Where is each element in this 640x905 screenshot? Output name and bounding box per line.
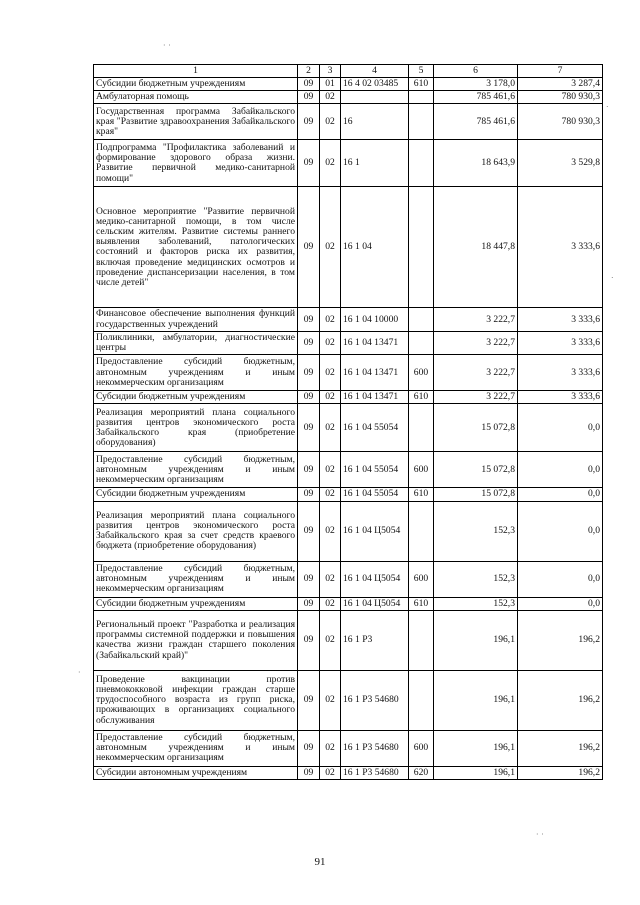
row-section: 09 — [298, 766, 320, 779]
row-expense-type: 610 — [409, 78, 434, 91]
col-header-2: 2 — [298, 65, 320, 78]
col-header-6: 6 — [434, 65, 518, 78]
row-section: 09 — [298, 488, 320, 501]
row-subsection: 02 — [320, 730, 341, 766]
row-target-article: 16 1 04 13471 — [341, 391, 409, 404]
row-name: Государственная программа Забайкальского края "Развитие здравоохранения Забайкальского края" — [94, 104, 298, 140]
table-row — [94, 670, 603, 730]
row-target-article: 16 1 P3 54680 — [341, 670, 409, 730]
table-row — [94, 91, 603, 104]
row-name: Реализация мероприятий плана социального развития центров экономического роста Забайкальского края за счет средств краевого бюджета (приобретение оборудования) — [94, 501, 298, 561]
row-section: 09 — [298, 308, 320, 331]
row-expense-type — [409, 670, 434, 730]
row-amount-year-1: 3 222,7 — [434, 308, 518, 331]
col-header-7: 7 — [518, 65, 603, 78]
row-subsection: 01 — [320, 78, 341, 91]
table-row — [94, 391, 603, 404]
col-header-5: 5 — [409, 65, 434, 78]
row-expense-type — [409, 308, 434, 331]
row-amount-year-1: 3 222,7 — [434, 391, 518, 404]
row-name: Поликлиники, амбулатории, диагностические центры — [94, 331, 298, 354]
row-expense-type — [409, 187, 434, 308]
page-number: 91 — [314, 856, 326, 868]
row-amount-year-2: 3 333,6 — [518, 308, 603, 331]
budget-table — [93, 64, 603, 780]
row-amount-year-1: 152,3 — [434, 501, 518, 561]
row-amount-year-2: 196,2 — [518, 766, 603, 779]
row-amount-year-1: 152,3 — [434, 597, 518, 610]
scan-speck: · — [78, 668, 81, 677]
row-amount-year-1: 785 461,6 — [434, 104, 518, 140]
table-row — [94, 331, 603, 354]
row-amount-year-2: 0,0 — [518, 501, 603, 561]
row-subsection: 02 — [320, 452, 341, 488]
row-amount-year-2: 0,0 — [518, 404, 603, 452]
row-name: Субсидии бюджетным учреждениям — [94, 488, 298, 501]
row-amount-year-1: 785 461,6 — [434, 91, 518, 104]
row-expense-type: 600 — [409, 452, 434, 488]
row-amount-year-2: 780 930,3 — [518, 91, 603, 104]
row-target-article: 16 1 P3 54680 — [341, 730, 409, 766]
row-subsection: 02 — [320, 104, 341, 140]
table-row — [94, 404, 603, 452]
col-header-4: 4 — [341, 65, 409, 78]
row-section: 09 — [298, 78, 320, 91]
header-row — [94, 65, 603, 78]
row-amount-year-1: 3 222,7 — [434, 355, 518, 391]
row-name: Субсидии автономным учреждениям — [94, 766, 298, 779]
table-row — [94, 452, 603, 488]
col-header-3: 3 — [320, 65, 341, 78]
row-section: 09 — [298, 561, 320, 597]
row-amount-year-2: 0,0 — [518, 488, 603, 501]
row-subsection: 02 — [320, 391, 341, 404]
row-amount-year-1: 196,1 — [434, 766, 518, 779]
row-section: 09 — [298, 140, 320, 187]
row-name: Амбулаторная помощь — [94, 91, 298, 104]
table-row — [94, 610, 603, 670]
row-amount-year-2: 196,2 — [518, 670, 603, 730]
row-subsection: 02 — [320, 187, 341, 308]
row-name: Предоставление субсидий бюджетным, автономным учреждениям и иным некоммерческим организациям — [94, 452, 298, 488]
row-target-article: 16 1 04 13471 — [341, 355, 409, 391]
row-amount-year-1: 15 072,8 — [434, 404, 518, 452]
row-amount-year-2: 780 930,3 — [518, 104, 603, 140]
row-subsection: 02 — [320, 404, 341, 452]
row-amount-year-1: 196,1 — [434, 610, 518, 670]
table-row — [94, 501, 603, 561]
row-section: 09 — [298, 331, 320, 354]
row-name: Предоставление субсидий бюджетным, автономным учреждениям и иным некоммерческим организациям — [94, 355, 298, 391]
row-expense-type: 620 — [409, 766, 434, 779]
scan-speck: . — [606, 100, 609, 109]
row-section: 09 — [298, 597, 320, 610]
row-section: 09 — [298, 187, 320, 308]
row-expense-type: 600 — [409, 355, 434, 391]
row-target-article: 16 1 04 13471 — [341, 331, 409, 354]
row-target-article: 16 1 P3 — [341, 610, 409, 670]
table-row — [94, 78, 603, 91]
row-name: Проведение вакцинации против пневмококковой инфекции граждан старше трудоспособного возраста из групп риска, проживающих в организациях социального обслуживания — [94, 670, 298, 730]
row-expense-type — [409, 140, 434, 187]
table-row — [94, 104, 603, 140]
row-amount-year-2: 3 333,6 — [518, 391, 603, 404]
table-row — [94, 488, 603, 501]
row-target-article: 16 1 04 Ц5054 — [341, 501, 409, 561]
row-name: Основное мероприятие "Развитие первичной медико-санитарной помощи, в том числе сельским жителям. Развитие системы раннего выявления заболеваний, патологических состояний и факторов риска их развития, включая проведение медицинских осмотров и проведение диспансеризации населения, в том числе детей" — [94, 187, 298, 308]
row-target-article — [341, 91, 409, 104]
row-target-article: 16 1 04 55054 — [341, 404, 409, 452]
row-subsection: 02 — [320, 140, 341, 187]
row-amount-year-2: 0,0 — [518, 561, 603, 597]
scan-speck: · · — [163, 41, 171, 50]
row-section: 09 — [298, 404, 320, 452]
row-section: 09 — [298, 730, 320, 766]
row-subsection: 02 — [320, 355, 341, 391]
row-amount-year-2: 3 333,6 — [518, 331, 603, 354]
table-row — [94, 730, 603, 766]
row-subsection: 02 — [320, 488, 341, 501]
row-subsection: 02 — [320, 597, 341, 610]
row-expense-type — [409, 404, 434, 452]
row-amount-year-2: 196,2 — [518, 730, 603, 766]
row-expense-type: 610 — [409, 488, 434, 501]
row-target-article: 16 1 04 Ц5054 — [341, 597, 409, 610]
row-expense-type: 610 — [409, 597, 434, 610]
row-target-article: 16 4 02 03485 — [341, 78, 409, 91]
row-amount-year-1: 152,3 — [434, 561, 518, 597]
row-subsection: 02 — [320, 610, 341, 670]
row-amount-year-2: 3 333,6 — [518, 187, 603, 308]
row-amount-year-1: 3 222,7 — [434, 331, 518, 354]
row-expense-type — [409, 104, 434, 140]
row-amount-year-1: 196,1 — [434, 670, 518, 730]
col-header-1: 1 — [94, 65, 298, 78]
row-amount-year-2: 0,0 — [518, 597, 603, 610]
row-expense-type — [409, 331, 434, 354]
row-expense-type — [409, 91, 434, 104]
row-section: 09 — [298, 452, 320, 488]
row-target-article: 16 1 04 55054 — [341, 488, 409, 501]
row-amount-year-1: 18 643,9 — [434, 140, 518, 187]
row-amount-year-2: 3 333,6 — [518, 355, 603, 391]
row-target-article: 16 — [341, 104, 409, 140]
row-amount-year-1: 15 072,8 — [434, 488, 518, 501]
row-amount-year-2: 196,2 — [518, 610, 603, 670]
row-subsection: 02 — [320, 561, 341, 597]
row-expense-type — [409, 610, 434, 670]
row-subsection: 02 — [320, 766, 341, 779]
row-subsection: 02 — [320, 91, 341, 104]
row-name: Предоставление субсидий бюджетным, автономным учреждениям и иным некоммерческим организациям — [94, 730, 298, 766]
row-amount-year-1: 3 178,0 — [434, 78, 518, 91]
row-name: Предоставление субсидий бюджетным, автономным учреждениям и иным некоммерческим организациям — [94, 561, 298, 597]
table-row — [94, 140, 603, 187]
scan-speck: · · — [536, 830, 544, 839]
row-amount-year-1: 15 072,8 — [434, 452, 518, 488]
row-subsection: 02 — [320, 501, 341, 561]
row-name: Реализация мероприятий плана социального развития центров экономического роста Забайкальского края (приобретение оборудования) — [94, 404, 298, 452]
row-target-article: 16 1 P3 54680 — [341, 766, 409, 779]
row-target-article: 16 1 — [341, 140, 409, 187]
row-expense-type — [409, 501, 434, 561]
row-expense-type: 610 — [409, 391, 434, 404]
table-row — [94, 597, 603, 610]
row-subsection: 02 — [320, 670, 341, 730]
row-amount-year-2: 0,0 — [518, 452, 603, 488]
table-row — [94, 308, 603, 331]
row-amount-year-1: 196,1 — [434, 730, 518, 766]
row-section: 09 — [298, 391, 320, 404]
row-target-article: 16 1 04 10000 — [341, 308, 409, 331]
row-amount-year-1: 18 447,8 — [434, 187, 518, 308]
row-name: Региональный проект "Разработка и реализация программы системной поддержки и повышения качества жизни граждан старшего поколения (Забайкальский край)" — [94, 610, 298, 670]
table-row — [94, 187, 603, 308]
table-row — [94, 561, 603, 597]
row-section: 09 — [298, 104, 320, 140]
row-section: 09 — [298, 610, 320, 670]
row-target-article: 16 1 04 55054 — [341, 452, 409, 488]
row-name: Подпрограмма "Профилактика заболеваний и формирование здорового образа жизни. Развитие первичной медико-санитарной помощи" — [94, 140, 298, 187]
row-target-article: 16 1 04 Ц5054 — [341, 561, 409, 597]
row-section: 09 — [298, 355, 320, 391]
row-amount-year-2: 3 287,4 — [518, 78, 603, 91]
row-expense-type: 600 — [409, 730, 434, 766]
row-target-article: 16 1 04 — [341, 187, 409, 308]
row-name: Субсидии бюджетным учреждениям — [94, 597, 298, 610]
row-expense-type: 600 — [409, 561, 434, 597]
row-section: 09 — [298, 501, 320, 561]
table-row — [94, 766, 603, 779]
table-row — [94, 355, 603, 391]
row-name: Финансовое обеспечение выполнения функций государственных учреждений — [94, 308, 298, 331]
row-section: 09 — [298, 91, 320, 104]
row-subsection: 02 — [320, 308, 341, 331]
row-name: Субсидии бюджетным учреждениям — [94, 391, 298, 404]
row-amount-year-2: 3 529,8 — [518, 140, 603, 187]
row-name: Субсидии бюджетным учреждениям — [94, 78, 298, 91]
row-subsection: 02 — [320, 331, 341, 354]
row-section: 09 — [298, 670, 320, 730]
scan-speck: . — [611, 271, 614, 280]
